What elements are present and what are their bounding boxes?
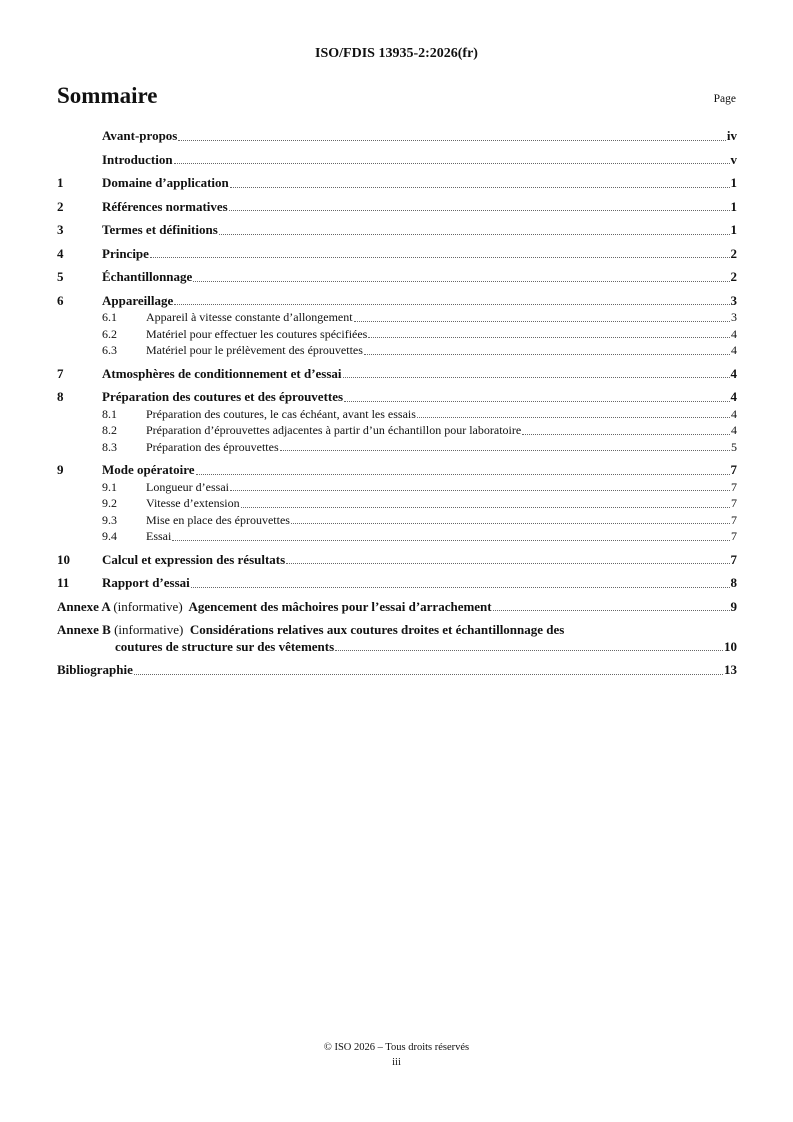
dot-leader: [230, 187, 730, 188]
toc-entry-page: 4: [731, 423, 737, 437]
toc-entry-page: 2: [730, 245, 737, 261]
toc-entry-page: 4: [730, 389, 737, 404]
copyright-notice: © ISO 2026 – Tous droits réservés: [323, 1042, 470, 1053]
annex-text: Considérations relatives aux coutures droites et échantillonnage des: [189, 622, 565, 637]
toc-entry-number: 9.1: [102, 479, 117, 494]
toc-entry-page: 4: [730, 365, 737, 381]
toc-entry-page: 7: [730, 551, 737, 567]
toc-entry[interactable]: [57, 152, 737, 169]
dot-leader: [364, 354, 730, 355]
toc-entry-number: 9.4: [102, 529, 117, 543]
toc-entry[interactable]: [57, 479, 737, 496]
dot-leader: [291, 523, 730, 524]
toc-entry-title: Préparation des coutures et des éprouvettes: [102, 389, 344, 404]
toc-entry-number: 4: [57, 245, 64, 261]
toc-entry-number: 8.3: [102, 439, 117, 454]
dot-leader: [134, 674, 723, 675]
annex-b-line-2: [57, 639, 737, 656]
toc-entry[interactable]: [57, 462, 737, 479]
toc-entry[interactable]: [57, 269, 737, 286]
toc-entry-number: 8.1: [102, 406, 117, 421]
dot-leader: [174, 304, 729, 305]
toc-entry-number: 9: [57, 462, 64, 477]
dot-leader: [493, 610, 730, 611]
annex-a-title: [57, 599, 492, 616]
toc-entry[interactable]: [57, 199, 737, 216]
toc-entry-number: 3: [57, 222, 64, 237]
dot-leader: [172, 540, 730, 541]
dot-leader: [241, 507, 730, 508]
toc-entry[interactable]: [57, 575, 737, 592]
toc-entry-page: 5: [731, 439, 737, 454]
annex-label: Annexe B: [57, 622, 111, 637]
toc-entry-title: Longueur d’essai: [146, 479, 229, 494]
dot-leader: [286, 563, 729, 564]
dot-leader: [522, 434, 730, 435]
toc-entry-page: iv: [726, 128, 737, 143]
toc-entry-bibliography[interactable]: [57, 662, 737, 679]
toc-entry[interactable]: [57, 222, 737, 239]
dot-leader: [417, 417, 730, 418]
toc-entry-page: 7: [731, 479, 737, 494]
toc-entry-page: 7: [731, 529, 737, 543]
toc-entry[interactable]: [57, 293, 737, 310]
toc-entry-number: 6.1: [102, 310, 117, 324]
table-of-contents: [57, 128, 737, 679]
page-column-label: Page: [713, 93, 736, 105]
toc-entry-page: v: [730, 151, 737, 167]
dot-leader: [230, 490, 730, 491]
dot-leader: [343, 377, 730, 378]
toc-entry-title: Références normatives: [102, 198, 228, 214]
toc-entry[interactable]: [57, 366, 737, 383]
annex-label: Annexe A: [57, 598, 111, 614]
toc-entry[interactable]: [57, 342, 737, 359]
toc-entry-page: 8: [730, 575, 737, 590]
toc-entry[interactable]: [57, 552, 737, 569]
toc-entry[interactable]: [57, 528, 737, 545]
dot-leader: [229, 210, 730, 211]
toc-entry-title: Préparation des éprouvettes: [146, 439, 279, 454]
dot-leader: [368, 337, 730, 338]
toc-entry-page: 3: [730, 292, 737, 308]
toc-entry[interactable]: [57, 439, 737, 456]
toc-entry[interactable]: [57, 175, 737, 192]
dot-leader: [191, 587, 730, 588]
toc-entry-title: Échantillonnage: [102, 269, 193, 284]
toc-entry[interactable]: [57, 406, 737, 423]
toc-entry-number: 9.2: [102, 496, 117, 510]
document-header: ISO/FDIS 13935-2:2026(fr): [315, 46, 478, 61]
toc-entry-title: Appareil à vitesse constante d’allongement: [146, 310, 353, 324]
toc-entry-page: 9: [730, 598, 737, 614]
toc-entry-page: 4: [731, 406, 737, 421]
toc-entry-number: 11: [57, 575, 70, 590]
toc-entry-number: 6.3: [102, 343, 117, 357]
toc-entry-number: 6: [57, 292, 64, 308]
toc-entry-number: 5: [57, 269, 64, 284]
toc-entry-page: 4: [731, 326, 737, 341]
toc-entry[interactable]: [57, 128, 737, 145]
toc-entry-number: 7: [57, 365, 64, 381]
toc-entry-title: Avant-propos: [102, 128, 178, 143]
toc-entry-page: 2: [730, 269, 737, 284]
toc-entry[interactable]: [57, 422, 737, 439]
toc-entry-title: Mise en place des éprouvettes: [146, 512, 290, 527]
toc-entry-page: 1: [730, 175, 737, 190]
toc-entry-title: Essai: [146, 529, 172, 543]
toc-entry[interactable]: [57, 495, 737, 512]
toc-entry-title: Vitesse d’extension: [146, 496, 240, 510]
toc-entry-title: Préparation des coutures, le cas échéant, avant les essais: [146, 406, 416, 421]
toc-entry-number: 6.2: [102, 326, 117, 341]
toc-entry-number: 9.3: [102, 512, 117, 527]
page-title: Sommaire: [57, 83, 158, 108]
toc-entry-title: Mode opératoire: [102, 462, 195, 477]
toc-entry-page: 7: [730, 462, 737, 477]
toc-entry-title: Atmosphères de conditionnement et d’essai: [102, 365, 342, 381]
toc-entry-page: 4: [731, 343, 737, 357]
toc-entry-page: 1: [730, 222, 737, 237]
dot-leader: [354, 321, 730, 322]
toc-entry-title: Matériel pour effectuer les coutures spécifiées: [146, 326, 368, 341]
annex-text-continued: coutures de structure sur des vêtements: [115, 638, 335, 654]
toc-entry-page: 3: [731, 310, 737, 324]
dot-leader: [174, 163, 730, 164]
toc-entry-number: 2: [57, 198, 64, 214]
toc-entry[interactable]: [57, 246, 737, 263]
toc-entry-title: Introduction: [102, 151, 173, 167]
toc-entry[interactable]: [57, 512, 737, 529]
toc-entry-page: 1: [730, 198, 737, 214]
annex-qualifier: (informative): [113, 598, 183, 614]
toc-entry-number: 1: [57, 175, 64, 190]
dot-leader: [196, 474, 730, 475]
toc-entry-title: Termes et définitions: [102, 222, 218, 237]
toc-entry-title: Rapport d’essai: [102, 575, 190, 590]
toc-entry-title: Bibliographie: [57, 662, 133, 677]
toc-entry-title: Principe: [102, 245, 149, 261]
toc-entry[interactable]: [57, 389, 737, 406]
toc-entry-annex-b[interactable]: [57, 622, 737, 655]
toc-entry-number: 8: [57, 389, 64, 404]
annex-qualifier: (informative): [114, 622, 184, 637]
toc-entry-title: Appareillage: [102, 292, 174, 308]
toc-entry-title: Calcul et expression des résultats: [102, 551, 286, 567]
page-number: iii: [392, 1057, 401, 1068]
toc-entry[interactable]: [57, 326, 737, 343]
dot-leader: [335, 650, 723, 651]
dot-leader: [344, 401, 729, 402]
dot-leader: [280, 450, 730, 451]
toc-entry-title: Matériel pour le prélèvement des éprouvettes: [146, 343, 363, 357]
toc-entry-title: Préparation d’éprouvettes adjacentes à partir d’un échantillon pour laboratoire: [146, 423, 522, 437]
toc-entry-title: Domaine d’application: [102, 175, 229, 190]
toc-entry-page: 7: [731, 512, 737, 527]
annex-text: Agencement des mâchoires pour l’essai d’arrachement: [188, 598, 492, 614]
annex-b-line-1: [57, 622, 737, 639]
dot-leader: [219, 234, 730, 235]
toc-entry-number: 10: [57, 551, 70, 567]
toc-entry-page: 10: [724, 638, 737, 654]
page-footer: [0, 1040, 793, 1070]
dot-leader: [150, 257, 730, 258]
toc-entry-annex-a[interactable]: [57, 599, 737, 616]
dot-leader: [193, 281, 729, 282]
toc-entry[interactable]: [57, 309, 737, 326]
toc-entry-page: 7: [731, 496, 737, 510]
toc-entry-number: 8.2: [102, 423, 117, 437]
toc-entry-page: 13: [724, 662, 737, 677]
dot-leader: [178, 140, 726, 141]
